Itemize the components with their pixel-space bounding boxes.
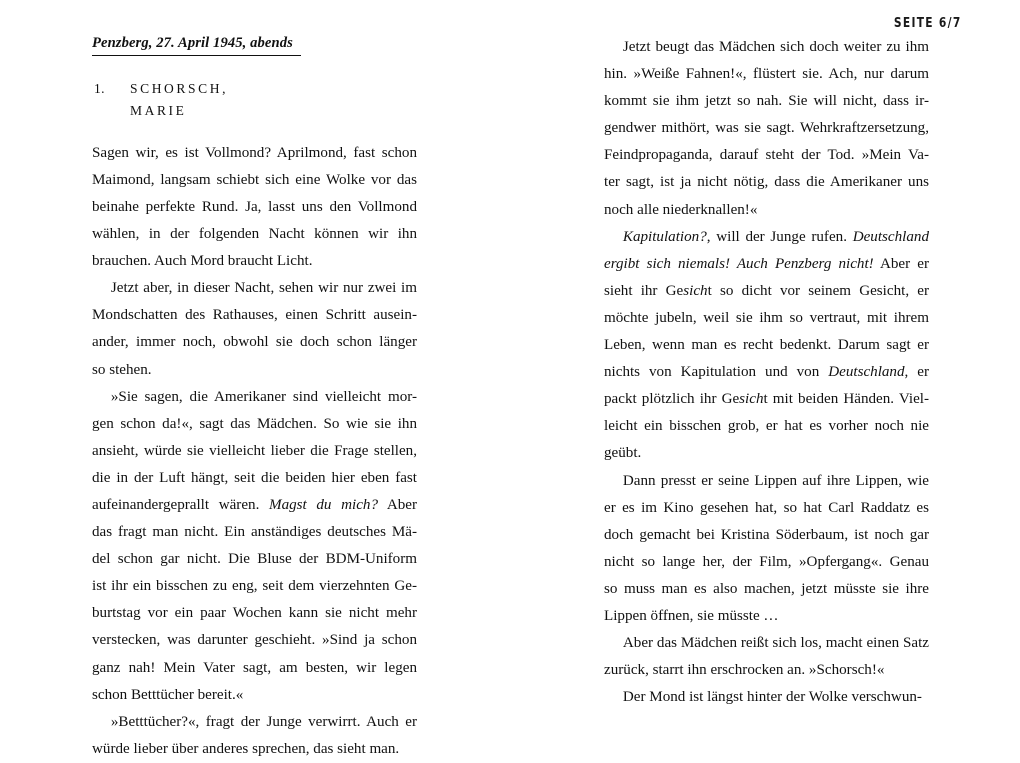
text-line: Leben, wenn man es recht bedenkt. Darum sagt er <box>604 337 929 354</box>
text-line: zurück, starrt ihn erschrocken an. »Schorsch!« <box>604 662 885 679</box>
text-line: »Sie sagen, die Amerikaner sind vielleicht mor- <box>110 388 417 405</box>
text-line: »Betttücher?«, fragt der Junge verwirrt. Auch er <box>110 713 417 730</box>
text-line: brauchen. Auch Mord braucht Licht. <box>92 253 313 270</box>
text-line: burtstag vor ein paar Wochen kann sie nicht mehr <box>92 605 417 622</box>
text-line: verstecken, was darunter geschieht. »Sind ja schon <box>92 632 417 649</box>
text-line: ist ihr ein bisschen zu eng, seit dem vierzehnten Ge- <box>92 578 417 595</box>
paragraph <box>604 224 929 468</box>
scene-number: 1. <box>94 81 105 97</box>
text-line: Dann presst er seine Lippen auf ihre Lippen, wie <box>622 472 929 489</box>
text-line: schon Betttücher bereit.« <box>92 686 244 703</box>
text-line: gendwer mithört, was sie sagt. Wehrkraftzersetzung, <box>604 120 929 137</box>
text-line: ansieht, würde sie vielleicht lieber die Frage stellen, <box>92 442 417 459</box>
text-line: so stehen. <box>92 361 152 378</box>
right-column-body <box>604 34 929 711</box>
text-line: Sagen wir, es ist Vollmond? Aprilmond, fast schon <box>92 144 417 161</box>
text-line: gen schon da!«, sagt das Mädchen. So wie sie ihn <box>92 415 417 432</box>
left-column-body <box>92 140 417 763</box>
text-line: ter sagt, ist ja nicht nötig, dass die Amerikaner uns <box>604 174 929 191</box>
text-line: nicht so lange her, der Film, »Opfergang«. Genau <box>604 553 929 570</box>
text-line: aufeinandergeprallt wären. Magst du mich? Aber <box>92 496 418 513</box>
text-line: Mondschatten des Rathauses, einen Schritt ausein- <box>92 307 417 324</box>
text-line: Kapitulation?, will der Junge rufen. Deutschland <box>622 228 929 245</box>
text-line: das fragt man nicht. Ein anständiges deutsches Mä- <box>92 524 417 541</box>
paragraph <box>604 468 929 631</box>
heading-rule <box>92 55 301 56</box>
text-line: die in der Luft hängt, seit die beiden hier eben fast <box>92 469 417 486</box>
text-line: wählen, in der folgenden Nacht können wir ihn <box>92 226 417 243</box>
scene-characters <box>130 78 228 122</box>
scene-character-1: SCHORSCH, <box>130 81 229 97</box>
text-line: ganz nah! Mein Vater sagt, am besten, wir legen <box>92 659 417 676</box>
text-line: Aber das Mädchen reißt sich los, macht einen Satz <box>622 635 929 652</box>
text-line: del schon gar nicht. Die Bluse der BDM-Uniform <box>92 551 417 568</box>
text-line: leicht ein bisschen grob, er hat es vorher noch nie <box>604 418 929 435</box>
text-line: Feindpropaganda, darauf steht der Tod. »Mein Va- <box>604 147 929 164</box>
scene-character-2: MARIE <box>130 102 187 118</box>
text-line: geübt. <box>604 445 642 462</box>
paragraph <box>604 630 929 684</box>
text-line: so muss man es also machen, jetzt müsste sie ihre <box>604 580 929 597</box>
paragraph <box>604 34 929 224</box>
text-line: würde lieber über anderes sprechen, das sieht man. <box>92 740 400 757</box>
paragraph <box>92 709 417 763</box>
paragraph <box>92 275 417 383</box>
text-line: beinahe perfekte Rund. Ja, lasst uns den Vollmond <box>92 198 417 215</box>
column-right <box>604 34 929 706</box>
paragraph <box>604 684 929 711</box>
running-head: SEITE 6/7 <box>894 16 962 31</box>
section-heading: Penzberg, 27. April 1945, abends <box>92 35 293 51</box>
text-line: kommt sie ihm jetzt so nah. Sie will nicht, dass ir- <box>604 93 929 110</box>
text-line: ergibt sich niemals! Auch Penzberg nicht! Aber er <box>604 255 929 272</box>
text-line: Lippen öffnen, sie müsste … <box>604 607 779 624</box>
text-line: noch alle niederknallen!« <box>604 201 758 218</box>
text-line: Der Mond ist längst hinter der Wolke verschwun- <box>622 689 922 706</box>
text-line: sieht ihr Gesicht so dicht vor seinem Gesicht, er <box>604 282 930 299</box>
paragraph <box>92 384 417 709</box>
text-line: möchte jubeln, weil sie ihm so vertraut, mit ihrem <box>604 309 929 326</box>
scene-title <box>92 78 417 122</box>
text-line: packt plötzlich ihr Gesicht mit beiden Händen. Viel- <box>604 391 929 408</box>
text-columns <box>92 34 932 757</box>
text-line: Jetzt beugt das Mädchen sich doch weiter zu ihm <box>622 39 929 55</box>
text-line: Maimond, langsam schiebt sich eine Wolke vor das <box>92 171 417 188</box>
paragraph <box>92 140 417 275</box>
text-line: hin. »Weiße Fahnen!«, flüstert sie. Ach, nur darum <box>604 66 929 83</box>
column-left <box>92 34 418 757</box>
text-line: doch gemacht bei Kristina Söderbaum, ist noch gar <box>604 526 929 543</box>
text-line: er es im Kino gesehen hat, so hat Carl Raddatz es <box>604 499 929 516</box>
text-line: nichts von Kapitulation und von Deutschland, er <box>604 364 929 381</box>
text-line: Jetzt aber, in dieser Nacht, sehen wir nur zwei im <box>110 280 417 297</box>
text-line: ander, immer noch, obwohl sie doch schon länger <box>92 334 417 351</box>
